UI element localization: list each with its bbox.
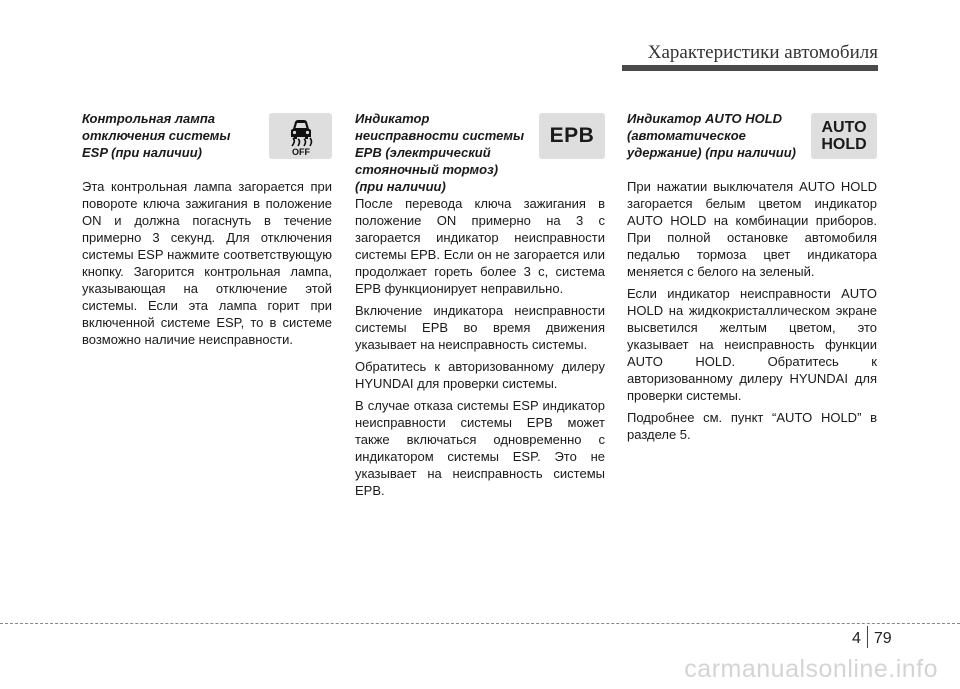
page-number: [852, 626, 892, 648]
paragraph: Включение индикатора неисправности системы EPB во время движения указывает на неисправность системы.: [355, 303, 605, 352]
auto-hold-icon: [811, 113, 877, 159]
esp-off-icon: [269, 113, 332, 159]
section-title: Индикатор AUTO HOLD (автоматическое удержание) (при наличии): [627, 111, 797, 160]
paragraph: Подробнее см. пункт “AUTO HOLD” в разделе 5.: [627, 410, 877, 442]
car-skid-icon: [284, 116, 318, 156]
watermark: carmanualsonline.info: [684, 655, 938, 683]
page-number-divider: [867, 626, 868, 648]
paragraph: В случае отказа системы ESP индикатор неисправности системы EPB может также включаться одновременно с индикатором системы ESP. Это не указывает на неисправность системы EPB.: [355, 398, 605, 498]
paragraph: При нажатии выключателя AUTO HOLD загорается белым цветом индикатор AUTO HOLD на комбинации приборов. При полной остановке автомобиля педалью тормоза цвет индикатора меняется с белого на зеленый.: [627, 179, 877, 279]
esp-off-section: [82, 110, 332, 353]
header-rule: [622, 65, 878, 71]
auto-hold-section: [627, 110, 877, 448]
page-header-title: Характеристики автомобиля: [647, 42, 878, 63]
auto-hold-icon-label: AUTO HOLD: [821, 119, 867, 153]
epb-icon-label: EPB: [549, 124, 595, 147]
footer-rule: [0, 623, 960, 624]
section-number: 4: [852, 630, 861, 647]
section-title: Контрольная лампа отключения системы ESP (при наличии): [82, 111, 231, 160]
paragraph: Обратитесь к авторизованному дилеру HYUNDAI для проверки системы.: [355, 359, 605, 391]
epb-icon: [539, 113, 605, 159]
page-number-value: 79: [873, 630, 892, 647]
section-title: Индикатор неисправности системы EPB (электрический стояночный тормоз) (при наличии): [355, 111, 525, 194]
paragraph: Эта контрольная лампа загорается при повороте ключа зажигания в положение ON и должна погаснуть в течение примерно 3 секунд. Для отключения системы ESP нажмите соответствующую кнопку. Загорится контрольная лампа, указывающая на отключение этой системы. Если эта лампа горит при включенной системе ESP, то в системе возможно наличие неисправности.: [82, 179, 332, 347]
epb-section: [355, 110, 605, 504]
paragraph: Если индикатор неисправности AUTO HOLD на жидкокристаллическом экране высветился желтым цветом, это указывает на неисправность функции AUTO HOLD. Обратитесь к авторизованному дилеру HYUNDAI для проверки системы.: [627, 286, 877, 403]
paragraph: После перевода ключа зажигания в положение ON примерно на 3 с загорается индикатор неисправности системы EPB. Если он не загорается или продолжает гореть более 3 с, система EPB функционирует неправильно.: [355, 196, 605, 296]
esp-off-label: OFF: [291, 147, 310, 156]
